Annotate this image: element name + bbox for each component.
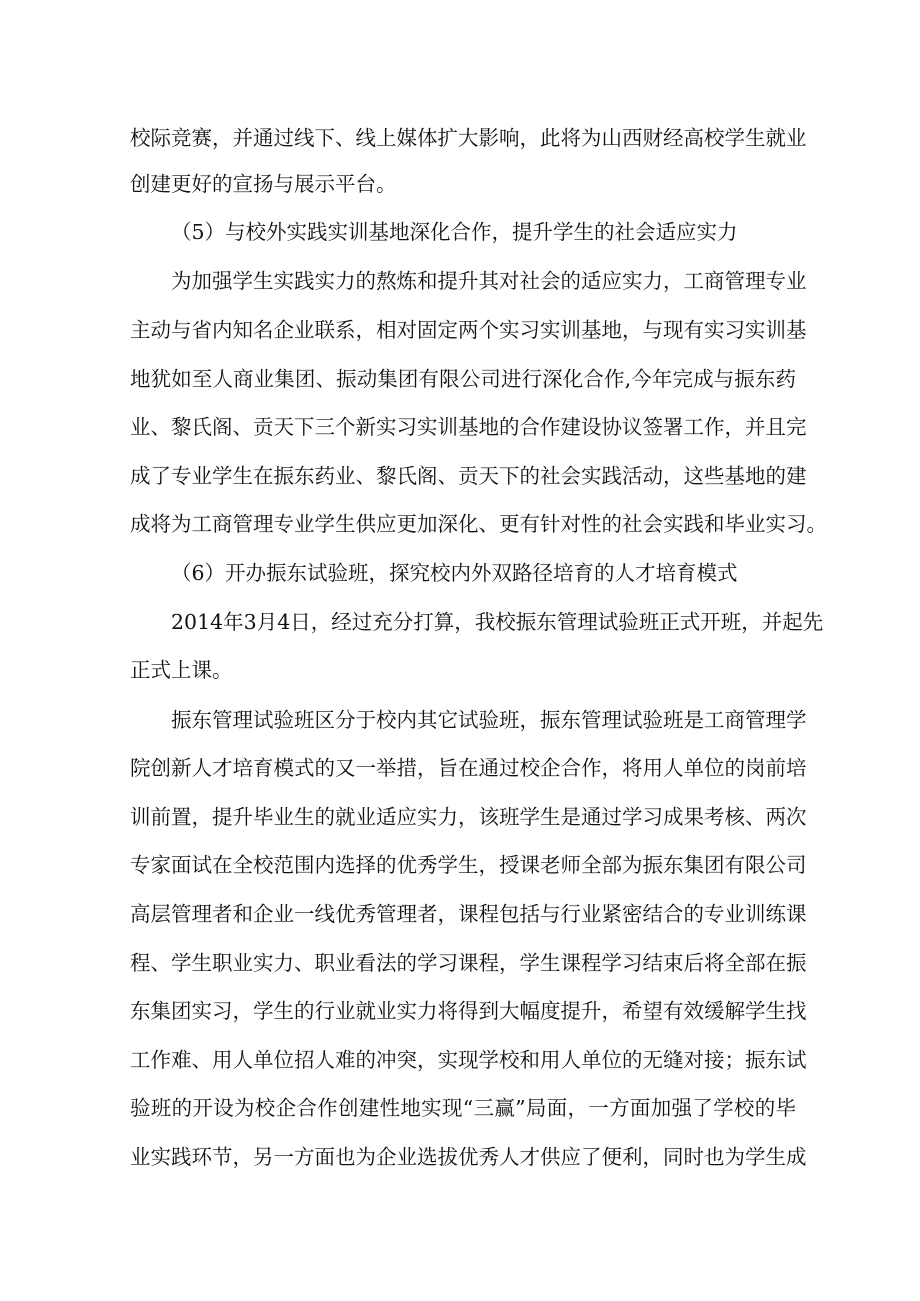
paragraph-line: 东集团实习，学生的行业就业实力将得到大幅度提升，希望有效缓解学生找: [130, 999, 807, 1023]
paragraph-line: 振东管理试验班区分于校内其它试验班，振东管理试验班是工商管理学: [171, 708, 807, 732]
paragraph-line: 训前置，提升毕业生的就业适应实力，该班学生是通过学习成果考核、两次: [130, 805, 807, 829]
section-heading: （5）与校外实践实训基地深化合作，提升学生的社会适应实力: [171, 220, 738, 244]
paragraph-line: 专家面试在全校范围内选择的优秀学生，授课老师全部为振东集团有限公司: [130, 853, 807, 877]
paragraph-line: 地犹如至人商业集团、振动集团有限公司进行深化合作,今年完成与振东药: [130, 367, 796, 391]
paragraph-line: 正式上课。: [130, 658, 233, 682]
paragraph-line: 业、黎氏阁、贡天下三个新实习实训基地的合作建设协议签署工作，并且完: [130, 415, 807, 439]
paragraph-line: 成了专业学生在振东药业、黎氏阁、贡天下的社会实践活动，这些基地的建: [130, 464, 807, 488]
paragraph-line: 程、学生职业实力、职业看法的学习课程，学生课程学习结束后将全部在振: [130, 951, 807, 975]
paragraph-line: 院创新人才培育模式的又一举措，旨在通过校企合作，将用人单位的岗前培: [130, 756, 807, 780]
paragraph-line: 验班的开设为校企合作创建性地实现“三赢”局面，一方面加强了学校的毕: [130, 1096, 796, 1120]
paragraph-line: 校际竞赛，并通过线下、线上媒体扩大影响，此将为山西财经高校学生就业: [130, 126, 807, 150]
paragraph-line: 主动与省内知名企业联系，相对固定两个实习实训基地，与现有实习实训基: [130, 318, 807, 342]
section-heading: （6）开办振东试验班，探究校内外双路径培育的人才培育模式: [171, 561, 738, 585]
paragraph-line: 创建更好的宣扬与展示平台。: [130, 172, 397, 196]
paragraph-line: 工作难、用人单位招人难的冲突，实现学校和用人单位的无缝对接；振东试: [130, 1048, 807, 1072]
paragraph-line: 高层管理者和企业一线优秀管理者，课程包括与行业紧密结合的专业训练课: [130, 902, 807, 926]
paragraph-line: 为加强学生实践实力的熬炼和提升其对社会的适应实力，工商管理专业: [171, 269, 807, 293]
paragraph-line: 业实践环节，另一方面也为企业选拔优秀人才供应了便利，同时也为学生成: [130, 1145, 807, 1169]
paragraph-line: 2014年3月4日，经过充分打算，我校振东管理试验班正式开班，并起先: [171, 610, 824, 634]
paragraph-line: 成将为工商管理专业学生供应更加深化、更有针对性的社会实践和毕业实习。: [130, 512, 827, 536]
